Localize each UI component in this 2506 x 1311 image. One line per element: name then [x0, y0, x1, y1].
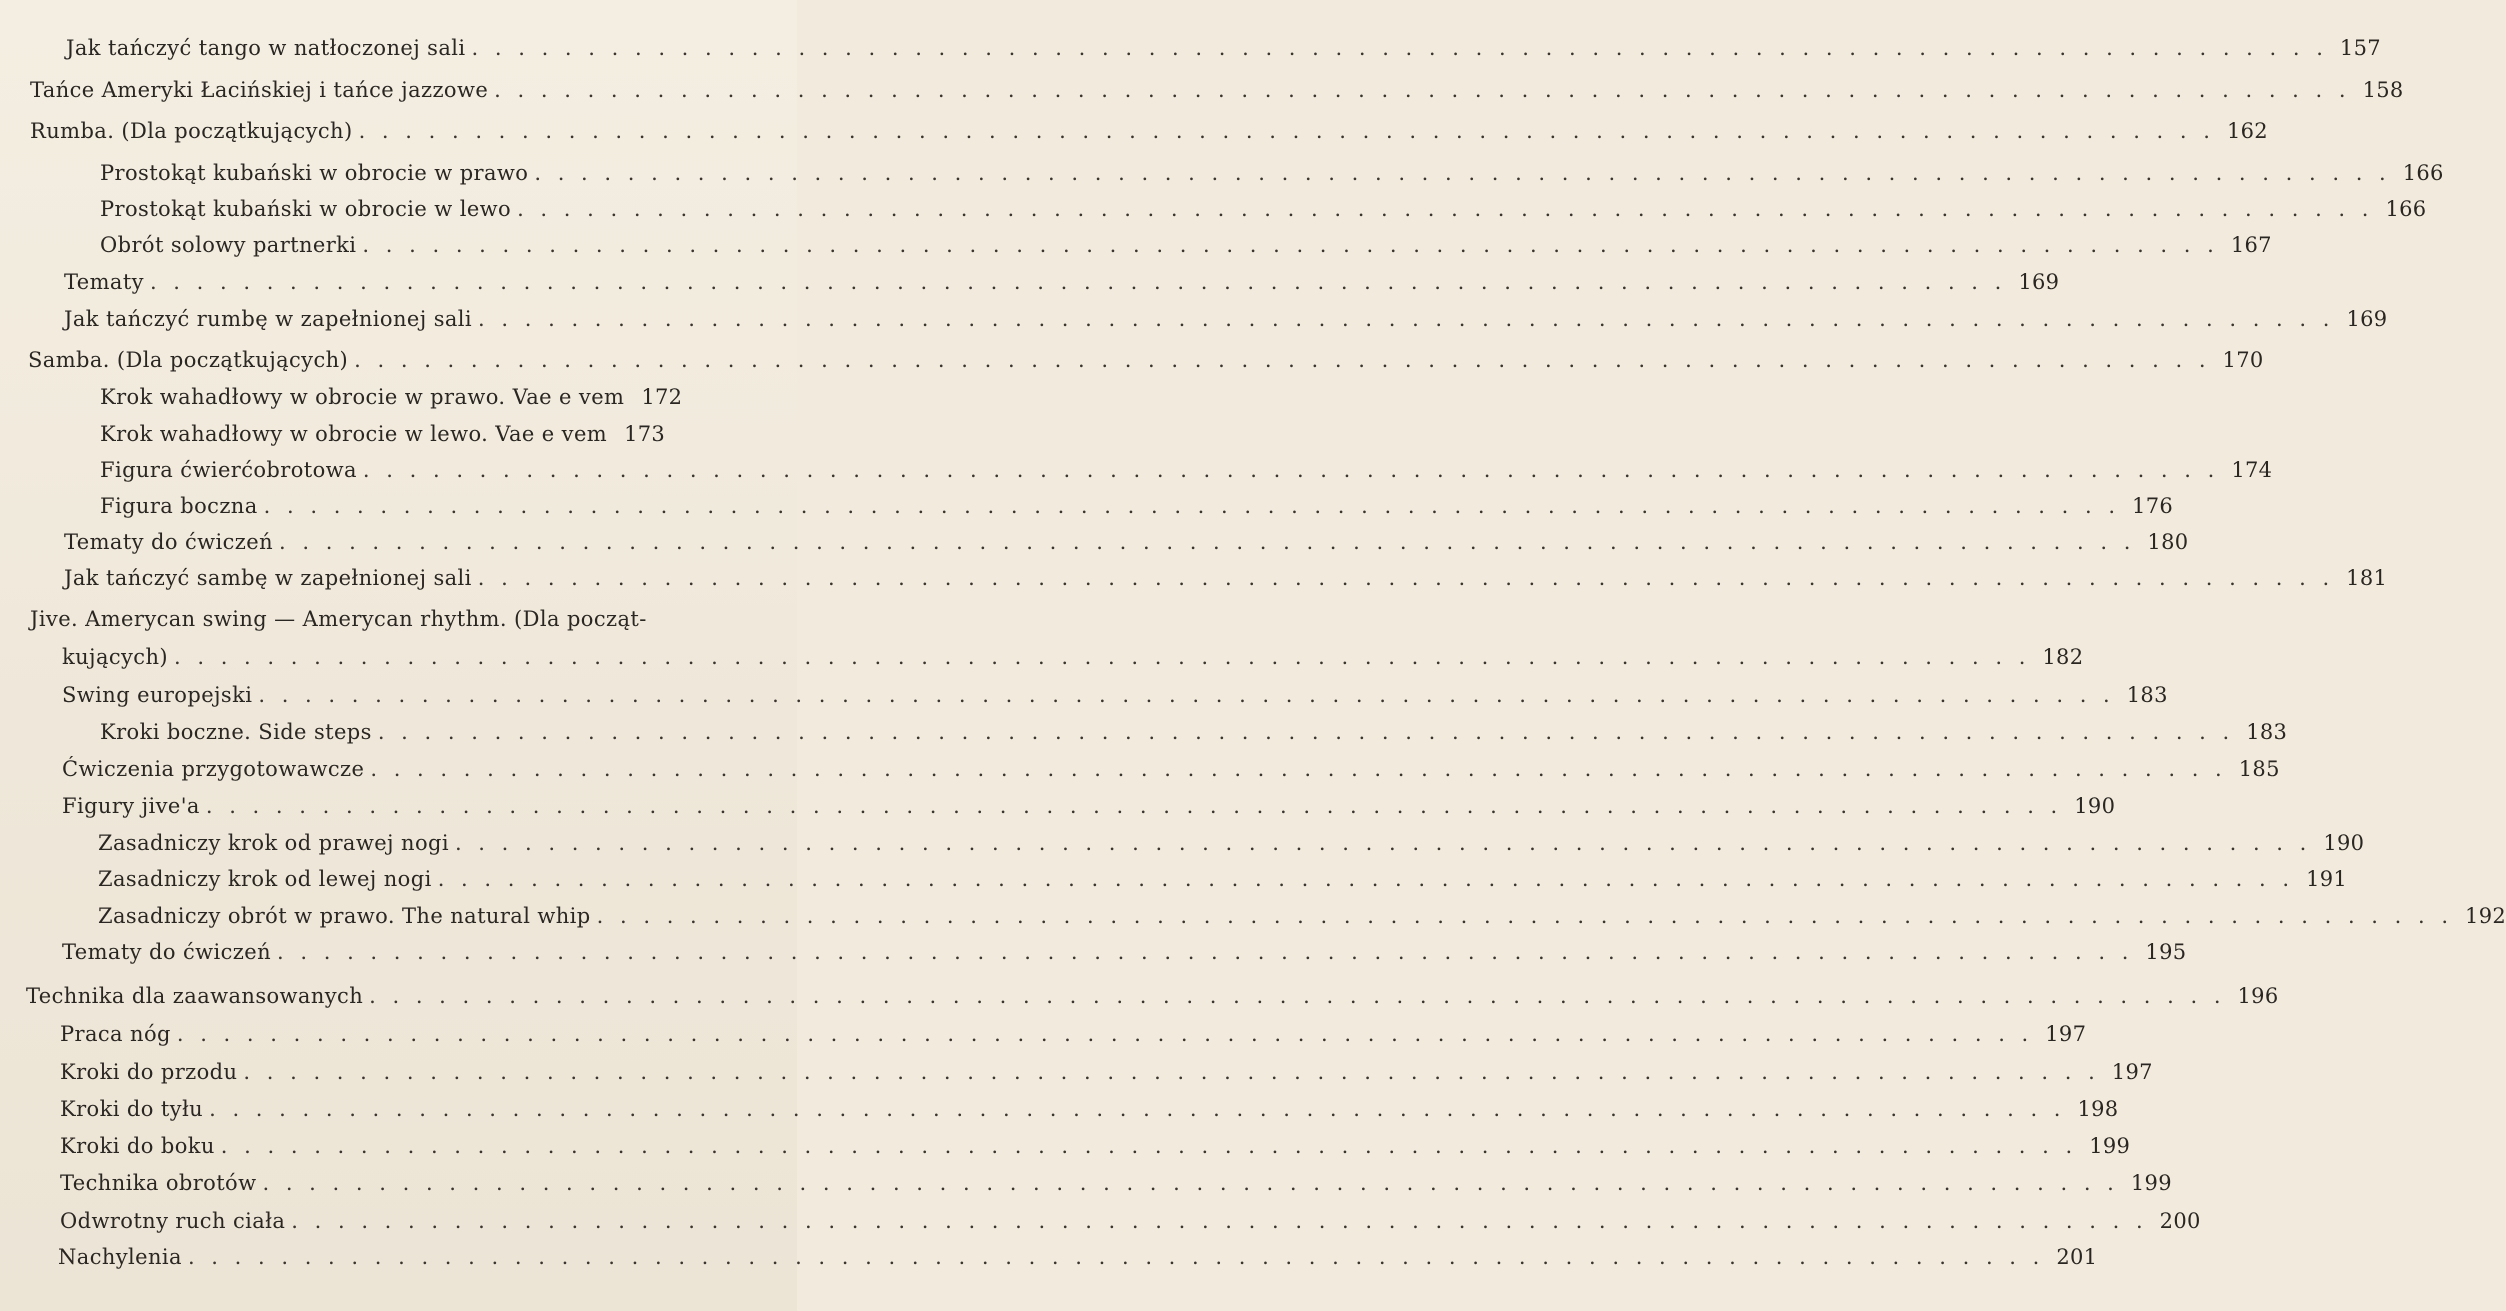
toc-entry-page-number: 174 — [2231, 458, 2273, 482]
toc-entry-title: Kroki do przodu — [60, 1060, 238, 1084]
dot-leader — [357, 456, 2214, 484]
dot-leader — [528, 159, 2385, 187]
toc-entry-page-number: 172 — [641, 385, 683, 409]
dot-leader — [215, 1132, 2072, 1160]
toc-entry-title: Jak tańczyć sambę w zapełnionej sali — [64, 566, 472, 590]
toc-entry — [98, 829, 2365, 857]
toc-entry — [62, 792, 2116, 820]
toc-entry-title: Tańce Ameryki Łacińskiej i tańce jazzowe — [30, 78, 489, 102]
toc-entry — [100, 231, 2272, 259]
toc-entry-title: Obrót solowy partnerki — [100, 233, 357, 257]
toc-entry-page-number: 182 — [2042, 645, 2084, 669]
dot-leader — [372, 718, 2229, 746]
toc-entry-page-number: 162 — [2226, 119, 2268, 143]
toc-entry-page-number: 192 — [2465, 904, 2506, 928]
toc-entry-title: Zasadniczy krok od prawej nogi — [98, 831, 449, 855]
toc-entry-page-number: 195 — [2145, 940, 2187, 964]
dot-leader — [168, 643, 2025, 671]
toc-entry-title: Praca nóg — [60, 1022, 171, 1046]
toc-entry — [28, 346, 2264, 374]
dot-leader — [356, 231, 2213, 259]
toc-entry-title: Kroki do boku — [60, 1134, 215, 1158]
toc-entry-page-number: 199 — [2089, 1134, 2131, 1158]
toc-entry-title: Tematy do ćwiczeń — [64, 530, 274, 554]
toc-entry-page-number: 201 — [2056, 1245, 2098, 1269]
toc-entry-title: Kroki do tyłu — [60, 1097, 204, 1121]
toc-entry — [100, 159, 2444, 187]
toc-entry — [30, 117, 2268, 145]
dot-leader — [273, 528, 2130, 556]
toc-entry — [100, 195, 2427, 223]
toc-entry-page-number: 166 — [2385, 197, 2427, 221]
toc-entry — [100, 420, 771, 448]
dot-leader — [488, 76, 2345, 104]
toc-entry-title: Rumba. (Dla początkujących) — [30, 119, 353, 143]
dot-leader — [472, 305, 2329, 333]
toc-entry — [62, 938, 2187, 966]
dot-leader — [364, 755, 2221, 783]
dot-leader — [200, 792, 2057, 820]
dot-leader — [271, 938, 2128, 966]
toc-entry-page-number: 167 — [2230, 233, 2272, 257]
dot-leader — [472, 564, 2329, 592]
toc-entry-page-number: 199 — [2130, 1171, 2172, 1195]
toc-entry — [60, 1169, 2172, 1197]
toc-entry-title: Jive. Amerycan swing — Amerycan rhythm. (Dla począt- — [30, 607, 647, 631]
toc-entry-page-number: 170 — [2222, 348, 2264, 372]
toc-entry-page-number: 166 — [2402, 161, 2444, 185]
toc-entry — [60, 1132, 2131, 1160]
dot-leader — [353, 117, 2210, 145]
toc-entry-page-number: 191 — [2306, 867, 2348, 891]
dot-leader — [252, 681, 2109, 709]
toc-entry-page-number: 198 — [2077, 1097, 2119, 1121]
dot-leader — [237, 1058, 2094, 1086]
toc-entry — [100, 492, 2174, 520]
dot-leader — [449, 829, 2306, 857]
toc-entry — [60, 1020, 2087, 1048]
toc-entry-title: Technika dla zaawansowanych — [26, 984, 364, 1008]
toc-entry-title: Jak tańczyć rumbę w zapełnionej sali — [64, 307, 473, 331]
toc-entry-page-number: 181 — [2346, 566, 2388, 590]
toc-entry-page-number: 185 — [2238, 757, 2280, 781]
toc-entry-title: Ćwiczenia przygotowawcze — [62, 757, 365, 781]
toc-entry — [60, 1207, 2201, 1235]
dot-leader — [171, 1020, 2028, 1048]
dot-leader — [432, 865, 2289, 893]
toc-entry-title: kujących) — [62, 645, 168, 669]
toc-entry-title: Jak tańczyć tango w natłoczonej sali — [66, 36, 466, 60]
dot-leader — [285, 1207, 2142, 1235]
toc-entry-page-number: 190 — [2074, 794, 2116, 818]
dot-leader — [258, 492, 2115, 520]
toc-entry-page-number: 183 — [2246, 720, 2288, 744]
dot-leader — [511, 195, 2368, 223]
toc-entry-title: Figury jive'a — [62, 794, 200, 818]
toc-entry-page-number: 197 — [2111, 1060, 2153, 1084]
toc-entry-title: Figura boczna — [100, 494, 258, 518]
toc-entry-page-number: 200 — [2159, 1209, 2201, 1233]
toc-entry — [60, 1095, 2119, 1123]
toc-entry — [62, 681, 2168, 709]
toc-entry-title: Tematy do ćwiczeń — [62, 940, 272, 964]
toc-entry — [64, 528, 2189, 556]
toc-entry-page-number: 169 — [2346, 307, 2388, 331]
toc-entry-page-number: 183 — [2126, 683, 2168, 707]
toc-entry — [98, 865, 2348, 893]
toc-entry — [58, 1243, 2098, 1271]
dot-leader — [466, 34, 2323, 62]
dot-leader — [591, 902, 2448, 930]
toc-entry — [64, 268, 2060, 296]
toc-entry — [98, 902, 2506, 930]
toc-entry — [62, 643, 2084, 671]
dot-leader — [256, 1169, 2113, 1197]
toc-entry — [26, 982, 2279, 1010]
dot-leader — [182, 1243, 2039, 1271]
toc-entry — [62, 755, 2280, 783]
toc-entry-title: Krok wahadłowy w obrocie w lewo. Vae e vem — [100, 422, 608, 446]
toc-entry-page-number: 176 — [2132, 494, 2174, 518]
toc-entry — [64, 564, 2388, 592]
toc-entry-page-number: 158 — [2362, 78, 2404, 102]
dot-leader — [203, 1095, 2060, 1123]
toc-entry-page-number: 180 — [2147, 530, 2189, 554]
toc-entry-title: Swing europejski — [62, 683, 253, 707]
toc-entry — [30, 76, 2404, 104]
toc-entry — [64, 305, 2388, 333]
toc-entry-title: Krok wahadłowy w obrocie w prawo. Vae e vem — [100, 385, 625, 409]
dot-leader — [144, 268, 2001, 296]
toc-entry-title: Figura ćwierćobrotowa — [100, 458, 357, 482]
toc-entry-page-number: 157 — [2339, 36, 2381, 60]
dot-leader — [363, 982, 2220, 1010]
toc-entry-title: Zasadniczy krok od lewej nogi — [98, 867, 432, 891]
dot-leader — [348, 346, 2205, 374]
toc-entry-title: Nachylenia — [58, 1245, 182, 1269]
toc-entry — [60, 1058, 2153, 1086]
toc-entry-page-number: 197 — [2045, 1022, 2087, 1046]
toc-entry-page-number: 169 — [2018, 270, 2060, 294]
toc-entry — [100, 456, 2273, 484]
toc-entry-title: Technika obrotów — [60, 1171, 257, 1195]
toc-entry-title: Prostokąt kubański w obrocie w prawo — [100, 161, 529, 185]
toc-entry-page-number: 173 — [624, 422, 666, 446]
toc-entry-title: Kroki boczne. Side steps — [100, 720, 372, 744]
toc-entry-page-number: 190 — [2323, 831, 2365, 855]
toc-entry — [100, 383, 771, 411]
toc-entry-title: Tematy — [64, 270, 144, 294]
toc-entry — [66, 34, 2381, 62]
toc-entry-title: Samba. (Dla początkujących) — [28, 348, 349, 372]
toc-entry — [30, 605, 771, 633]
toc-entry-title: Zasadniczy obrót w prawo. The natural whip — [98, 904, 591, 928]
toc-entry-page-number: 196 — [2237, 984, 2279, 1008]
toc-entry-title: Odwrotny ruch ciała — [60, 1209, 286, 1233]
toc-entry-title: Prostokąt kubański w obrocie w lewo — [100, 197, 512, 221]
toc-entry — [100, 718, 2288, 746]
